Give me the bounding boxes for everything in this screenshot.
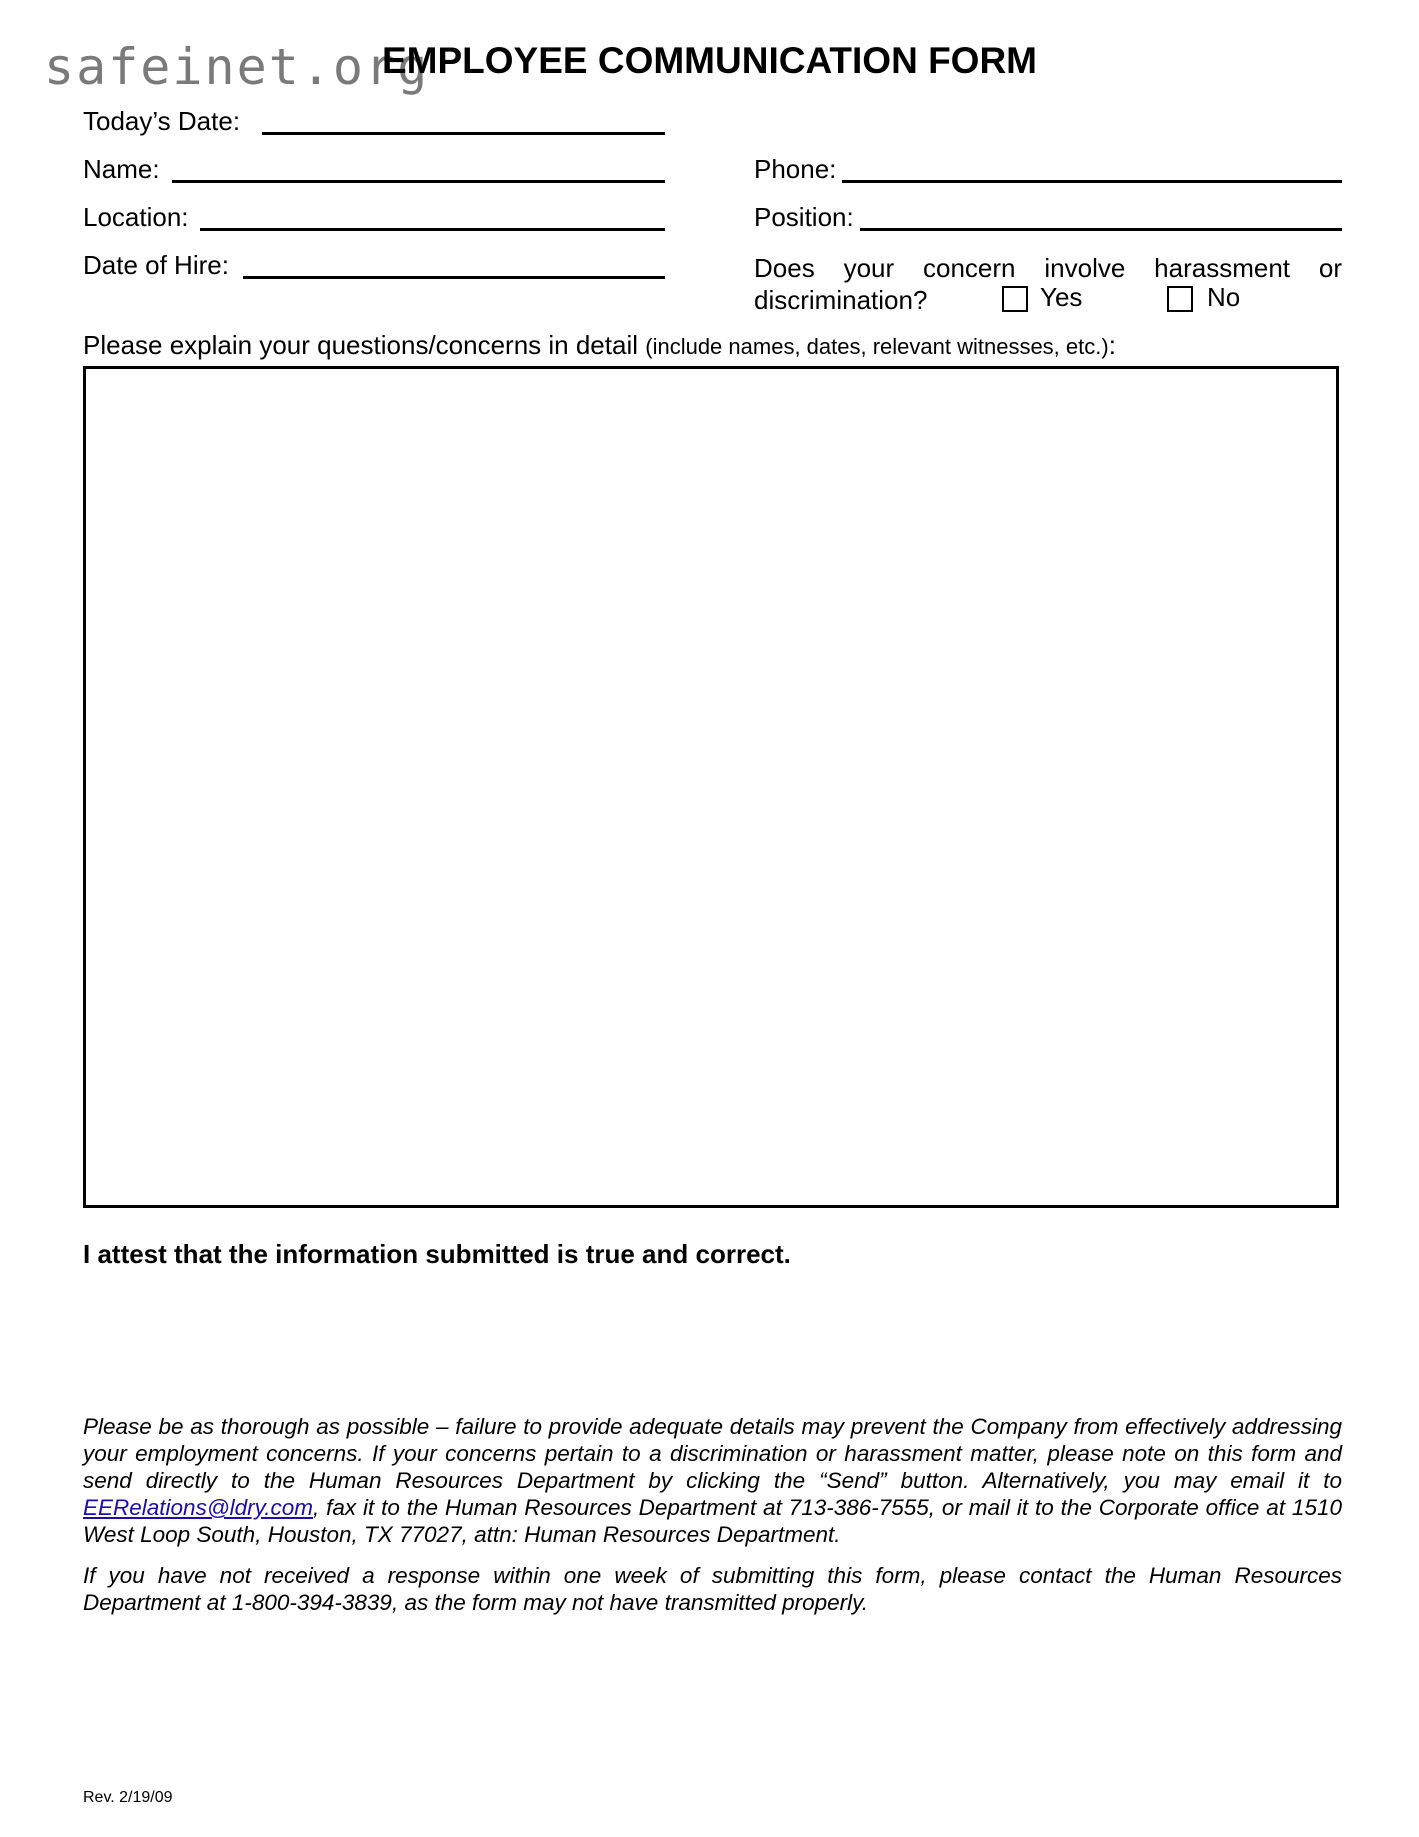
- date-of-hire-input[interactable]: [243, 248, 665, 276]
- name-label: Name:: [83, 154, 160, 184]
- email-link[interactable]: EERelations@ldry.com: [83, 1495, 313, 1520]
- name-field[interactable]: [172, 152, 665, 183]
- explain-main: Please explain your questions/concerns in detail: [83, 330, 639, 360]
- explain-colon: :: [1108, 330, 1116, 360]
- date-of-hire-field[interactable]: [243, 248, 665, 279]
- instructions-paragraph: [83, 1413, 1342, 1548]
- yes-checkbox[interactable]: [1002, 286, 1028, 312]
- location-input[interactable]: [200, 200, 665, 228]
- todays-date-field[interactable]: [262, 104, 665, 135]
- position-input[interactable]: [860, 200, 1342, 228]
- position-field[interactable]: [860, 200, 1342, 231]
- instructions-text-part1: Please be as thorough as possible – failure to provide adequate details may prevent the Company from effectively addressing your employment concerns. If your concerns pertain to a discrimination or harassment matter, please note on this form and send directly to the Human Resources Department by clicking the “Send” button. Alternatively, you may email it to: [83, 1414, 1342, 1493]
- yes-label: Yes: [1040, 282, 1083, 312]
- attestation-statement: I attest that the information submitted is true and correct.: [83, 1239, 791, 1269]
- phone-input[interactable]: [842, 152, 1342, 180]
- no-label: No: [1207, 282, 1241, 312]
- details-box[interactable]: [83, 366, 1339, 1208]
- harassment-question-line2: discrimination?: [754, 285, 928, 315]
- explain-label: [83, 332, 1116, 358]
- instructions-text-part2: , fax it to the Human Resources Department at 713-386-7555, or mail it to the Corporate office at 1510 West Loop South, Houston, TX 77027, attn: Human Resources Department.: [83, 1495, 1342, 1547]
- date-of-hire-label: Date of Hire:: [83, 250, 229, 280]
- revision-date: Rev. 2/19/09: [83, 1789, 173, 1806]
- explain-hint: (include names, dates, relevant witnesses, etc.): [645, 334, 1109, 359]
- location-field[interactable]: [200, 200, 665, 231]
- followup-paragraph: If you have not received a response within one week of submitting this form, please contact the Human Resources Department at 1-800-394-3839, as the form may not have transmitted properly.: [83, 1563, 1342, 1615]
- location-label: Location:: [83, 202, 189, 232]
- name-input[interactable]: [172, 152, 665, 180]
- no-checkbox[interactable]: [1167, 286, 1193, 312]
- page-title: EMPLOYEE COMMUNICATION FORM: [381, 40, 1037, 81]
- phone-label: Phone:: [754, 154, 837, 184]
- phone-field[interactable]: [842, 152, 1342, 183]
- harassment-question-line1: Does your concern involve harassment or: [754, 253, 1342, 283]
- todays-date-label: Today’s Date:: [83, 106, 241, 136]
- details-textarea[interactable]: [86, 369, 1336, 1205]
- watermark: safeinet.org: [44, 38, 430, 96]
- todays-date-input[interactable]: [262, 104, 665, 132]
- position-label: Position:: [754, 202, 854, 232]
